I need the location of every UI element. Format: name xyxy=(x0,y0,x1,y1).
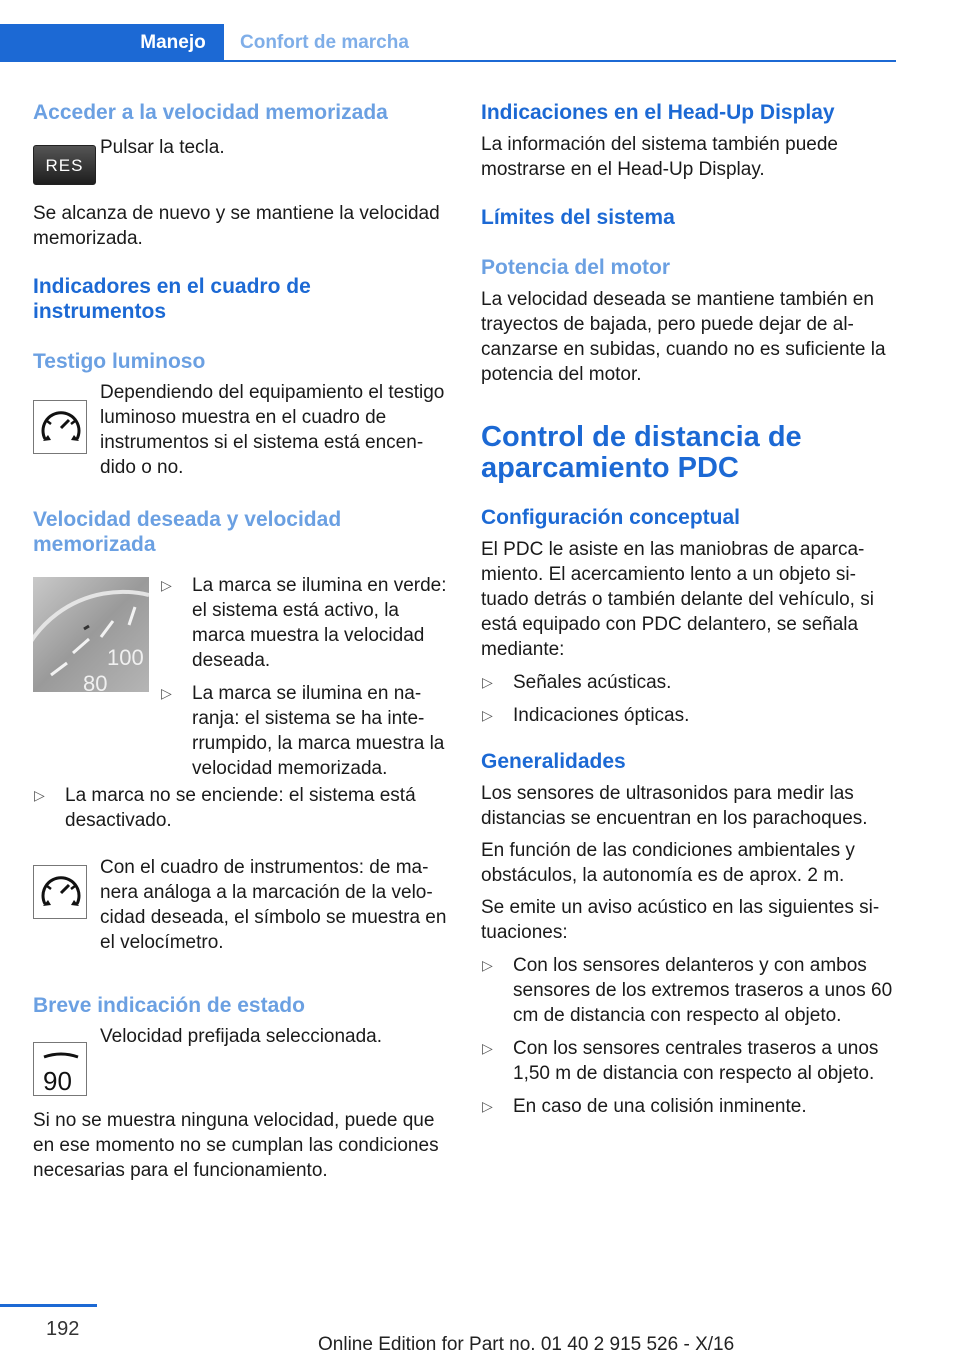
paragraph-concept: El PDC le asiste en las maniobras de aparcamiento. El acercamiento lento a un objeto situado detrás o también delante del vehículo, si está equipado con PDC delantero, se señala mediante: xyxy=(481,539,874,660)
paragraph-sensors: Los sensores de ultrasonidos para medir las distancias se encuentran en los parachoques. xyxy=(481,783,868,829)
list-item: ▷ La marca se ilumina en naranja: el sistema se ha interrumpido, la marca muestra la velocidad memorizada. xyxy=(161,683,445,779)
heading-pdc: Control de distancia de aparcamiento PDC xyxy=(481,421,802,484)
heading-concept: Configuración conceptual xyxy=(481,506,741,529)
heading-engine-power: Potencia del motor xyxy=(481,256,671,279)
heading-general: Generalidades xyxy=(481,750,626,773)
speedometer-image xyxy=(33,577,149,697)
marker-off-list xyxy=(33,783,448,833)
triangle-bullet-icon: ▷ xyxy=(161,685,172,701)
heading-desired-stored-speed: Velocidad deseada y velocidad memorizada xyxy=(33,508,342,556)
tab-manejo[interactable]: Manejo xyxy=(122,24,224,62)
footer-rule xyxy=(0,1304,97,1307)
heading-indicator-light: Testigo luminoso xyxy=(33,350,206,373)
heading-brief-status: Breve indicación de estado xyxy=(33,994,305,1017)
right-column xyxy=(481,100,897,1127)
list-item: ▷ En caso de una colisión inminente. xyxy=(482,1096,807,1117)
res-key-row xyxy=(33,137,448,203)
paragraph-no-speed: Si no se muestra ninguna velocidad, puede que en ese momento no se cumplan las condiciones necesarias para el funcionamiento. xyxy=(33,1110,439,1181)
triangle-bullet-icon: ▷ xyxy=(34,787,45,803)
list-item: ▷ Indicaciones ópticas. xyxy=(482,705,690,726)
analog-marking-row xyxy=(33,855,448,955)
header-rule xyxy=(224,60,896,62)
res-key-icon: RES xyxy=(33,145,96,185)
header-accent-bar xyxy=(0,24,122,62)
edition-note: Online Edition for Part no. 01 40 2 915 526 - X/16 xyxy=(318,1334,735,1355)
heading-recall-speed: Acceder a la velocidad memorizada xyxy=(33,101,388,124)
triangle-bullet-icon: ▷ xyxy=(482,957,493,973)
list-item: ▷ Señales acústicas. xyxy=(482,672,672,693)
indicator-light-row xyxy=(33,380,448,480)
triangle-bullet-icon: ▷ xyxy=(482,1098,493,1114)
warning-situation-list xyxy=(481,953,897,1119)
paragraph-warning: Se emite un aviso acústico en las siguientes situaciones: xyxy=(481,897,880,943)
heading-hud: Indicaciones en el Head-Up Display xyxy=(481,101,835,124)
list-item: ▷ Con los sensores delanteros y con ambos sensores de los extremos traseros a unos 60 cm de distancia con respecto al objeto. xyxy=(482,955,893,1026)
list-item: ▷ La marca no se enciende: el sistema está desactivado. xyxy=(34,785,416,831)
triangle-bullet-icon: ▷ xyxy=(482,1040,493,1056)
heading-instrument-indicators: Indicadores en el cuadro de instrumentos xyxy=(33,275,311,323)
indicator-light-text: Dependiendo del equipamiento el testigo luminoso muestra en el cuadro de instrumentos si el sistema está encendido o no. xyxy=(100,382,445,478)
speed-marker-section xyxy=(33,573,448,785)
analog-marking-text: Con el cuadro de instrumentos: de manera análoga a la marcación de la velocidad deseada, el símbolo se muestra en el velocímetro. xyxy=(100,857,447,953)
list-item: ▷ Con los sensores centrales traseros a unos 1,50 m de distancia con respecto al objeto. xyxy=(482,1038,879,1084)
page-number: 192 xyxy=(46,1318,80,1340)
list-item: ▷ La marca se ilumina en verde: el sistema está activo, la marca muestra la velocidad deseada. xyxy=(161,575,447,671)
paragraph-speed-reached: Se alcanza de nuevo y se mantiene la velocidad memorizada. xyxy=(33,203,440,249)
gauge-label-100: 100 xyxy=(107,645,144,670)
tab-confort-de-marcha[interactable]: Confort de marcha xyxy=(240,32,409,53)
paragraph-hud: La información del sistema también puede mostrarse en el Head-Up Display. xyxy=(481,134,838,180)
marker-state-list xyxy=(160,573,452,789)
cruise-control-icon-2 xyxy=(33,865,87,919)
res-key-text: Pulsar la tecla. xyxy=(100,137,225,158)
gauge-label-80: 80 xyxy=(83,671,108,692)
paragraph-engine-power: La velocidad deseada se mantiene también en trayectos de bajada, pero puede dejar de alcanzarse en subidas, cuando no es suficiente la potencia del motor. xyxy=(481,289,886,385)
brief-status-text: Velocidad prefijada seleccionada. xyxy=(100,1026,383,1047)
paragraph-range: En función de las condiciones ambientales y obstáculos, la autonomía es de aprox. 2 m. xyxy=(481,840,855,886)
page-header xyxy=(0,0,960,64)
preset-speed-value: 90 xyxy=(43,1066,72,1096)
triangle-bullet-icon: ▷ xyxy=(482,674,493,690)
signal-list xyxy=(481,670,897,728)
preset-speed-icon xyxy=(33,1042,87,1096)
triangle-bullet-icon: ▷ xyxy=(161,577,172,593)
cruise-control-icon xyxy=(33,400,87,454)
heading-system-limits: Límites del sistema xyxy=(481,206,675,229)
brief-status-row xyxy=(33,1024,448,1109)
triangle-bullet-icon: ▷ xyxy=(482,707,493,723)
left-column xyxy=(33,100,448,1183)
